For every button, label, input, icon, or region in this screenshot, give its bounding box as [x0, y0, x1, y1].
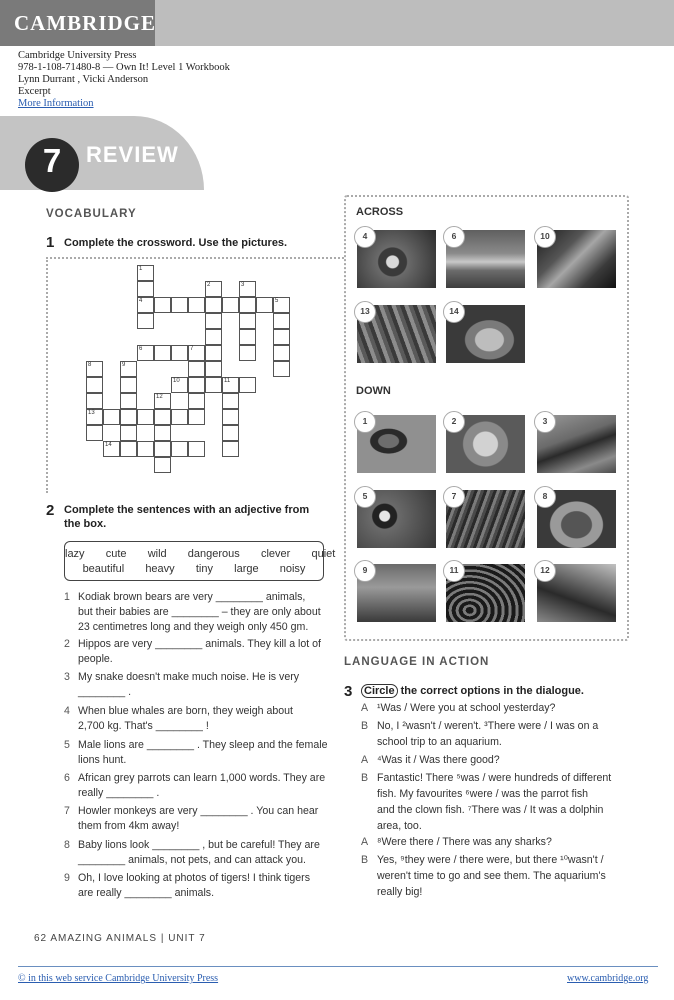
picture-number-badge: 7	[443, 486, 465, 508]
dialogue-text-line: Yes, ⁹they were / there were, but there ¹⁰wasn't /	[377, 854, 604, 866]
crossword-cell[interactable]	[222, 425, 239, 441]
picture-number-badge: 12	[534, 560, 556, 582]
picture-number-badge: 14	[443, 301, 465, 323]
item-line: are really ________ animals.	[78, 887, 215, 899]
crossword-cell[interactable]	[103, 441, 120, 457]
crossword-cell[interactable]	[222, 409, 239, 425]
dialogue-text-line: ¹Was / Were you at school yesterday?	[377, 702, 556, 714]
crossword-cell[interactable]	[86, 393, 103, 409]
crossword-cell[interactable]	[188, 377, 205, 393]
crossword-cell[interactable]	[188, 361, 205, 377]
copyright-link[interactable]: © in this web service Cambridge University Press	[18, 973, 219, 984]
crossword-cell[interactable]	[239, 297, 256, 313]
crossword-cell[interactable]	[239, 313, 256, 329]
adjective-word-box	[64, 541, 336, 581]
exercise-3-number: 3	[344, 683, 353, 700]
item-text	[78, 704, 293, 734]
crossword-clue-number: 14	[105, 442, 112, 448]
page-footer: 62 AMAZING ANIMALS | UNIT 7	[34, 933, 206, 944]
speaker-label: A	[361, 836, 369, 848]
item-line: Hippos are very ________ animals. They kill a lot of	[78, 638, 322, 650]
crossword-cell[interactable]	[188, 409, 205, 425]
dialogue-text-line: No, I ²wasn't / weren't. ³There were / I was on a	[377, 720, 599, 732]
picture-number-badge: 4	[354, 226, 376, 248]
crossword-cell[interactable]	[222, 297, 239, 313]
crossword-clue-number: 7	[190, 346, 194, 352]
crossword-cell[interactable]	[205, 345, 222, 361]
dialogue-text	[377, 852, 606, 900]
exercise-2-item	[64, 590, 344, 635]
crossword-cell[interactable]	[222, 393, 239, 409]
crossword-cell[interactable]	[171, 441, 188, 457]
crossword-cell[interactable]	[154, 297, 171, 313]
item-text	[78, 838, 320, 868]
crossword-cell[interactable]	[188, 441, 205, 457]
dialogue-text-line: weren't time to go and see them. The aquarium's	[377, 870, 606, 882]
speaker-label: A	[361, 754, 369, 766]
crossword-cell[interactable]	[171, 345, 188, 361]
crossword-cell[interactable]	[103, 409, 120, 425]
crossword-clue-number: 2	[207, 282, 211, 288]
crossword-cell[interactable]	[222, 441, 239, 457]
publisher-logo	[0, 0, 155, 46]
crossword-cell[interactable]	[171, 297, 188, 313]
picture-number-badge: 6	[443, 226, 465, 248]
item-line: Kodiak brown bears are very ________ animals,	[78, 591, 306, 603]
crossword-cell[interactable]	[137, 441, 154, 457]
picture-number-badge: 3	[534, 411, 556, 433]
crossword-cell[interactable]	[222, 377, 239, 393]
crossword-cell[interactable]	[120, 377, 137, 393]
item-line: but their babies are ________ – they are only about	[78, 606, 321, 618]
exercise-2-item	[64, 804, 344, 834]
circle-word: Circle	[361, 684, 398, 698]
item-number: 3	[64, 671, 70, 683]
item-line: My snake doesn't make much noise. He is very	[78, 671, 300, 683]
exercise-2-instruction-line-1: Complete the sentences with an adjective from	[64, 504, 310, 516]
dialogue-text-line: and the clown fish. ⁷There was / It was a dolphin	[377, 804, 604, 816]
crossword-cell[interactable]	[154, 393, 171, 409]
exercise-2-item	[64, 670, 344, 700]
exercise-1-number: 1	[46, 234, 55, 251]
crossword-cell[interactable]	[86, 377, 103, 393]
dialogue-text-line: ⁸Were there / There was any sharks?	[377, 836, 552, 848]
unit-title: REVIEW	[86, 142, 179, 167]
dialogue-line	[361, 834, 651, 850]
crossword-cell[interactable]	[120, 393, 137, 409]
item-number: 9	[64, 872, 70, 884]
exercise-2-item	[64, 871, 344, 901]
excerpt-label: Excerpt	[18, 86, 51, 97]
crossword-cell[interactable]	[154, 457, 171, 473]
exercise-3-instruction	[361, 684, 584, 698]
crossword-cell[interactable]	[205, 297, 222, 313]
exercise-2-item	[64, 838, 344, 868]
crossword-cell[interactable]	[120, 425, 137, 441]
item-line: When blue whales are born, they weigh about	[78, 705, 293, 717]
crossword-clue-number: 13	[88, 410, 95, 416]
crossword-cell[interactable]	[188, 345, 205, 361]
picture-number-badge: 8	[534, 486, 556, 508]
picture-number-badge: 11	[443, 560, 465, 582]
crossword-cell[interactable]	[137, 281, 154, 297]
item-number: 2	[64, 638, 70, 650]
item-text	[78, 670, 299, 700]
book-metadata	[18, 50, 230, 110]
picture-number-badge: 5	[354, 486, 376, 508]
crossword-cell[interactable]	[171, 377, 188, 393]
item-line: ________ .	[78, 686, 132, 698]
crossword-cell[interactable]	[273, 297, 290, 313]
crossword-cell[interactable]	[239, 377, 256, 393]
crossword-clue-number: 9	[122, 362, 126, 368]
item-number: 6	[64, 772, 70, 784]
item-text	[78, 738, 328, 768]
dialogue-line	[361, 718, 651, 750]
item-line: Baby lions look ________ , but be careful! They are	[78, 839, 320, 851]
item-text	[78, 804, 318, 834]
crossword-clue-number: 10	[173, 378, 180, 384]
dialogue-text	[377, 752, 500, 768]
crossword-cell[interactable]	[120, 441, 137, 457]
dialogue-text	[377, 718, 598, 750]
exercise-2-item	[64, 704, 344, 734]
picture-number-badge: 9	[354, 560, 376, 582]
crossword-clue-number: 8	[88, 362, 92, 368]
dialogue-line	[361, 752, 651, 768]
item-line: people.	[78, 653, 113, 665]
crossword-cell[interactable]	[137, 345, 154, 361]
exercise-2-number: 2	[46, 502, 55, 519]
dialogue-line	[361, 852, 651, 900]
crossword-clue-number: 6	[139, 346, 143, 352]
exercise-2-instruction	[64, 503, 309, 531]
crossword-clue-number: 12	[156, 394, 163, 400]
crossword-cell[interactable]	[154, 425, 171, 441]
authors: Lynn Durrant , Vicki Anderson	[18, 74, 149, 85]
dialogue-text	[377, 700, 555, 716]
exercise-2-instruction-line-2: the box.	[64, 518, 107, 530]
item-line: 2,700 kg. That's ________ !	[78, 720, 209, 732]
speaker-label: A	[361, 702, 369, 714]
logo-text: CAMBRIDGE	[14, 11, 157, 35]
crossword-clue-number: 5	[275, 298, 279, 304]
dialogue-text-line: Fantastic! There ⁵was / were hundreds of different	[377, 772, 612, 784]
item-line: Howler monkeys are very ________ . You can hear	[78, 805, 319, 817]
exercise-2-item	[64, 738, 344, 768]
crossword-cell[interactable]	[239, 329, 256, 345]
down-heading: DOWN	[356, 385, 391, 397]
dialogue-text-line: really big!	[377, 886, 423, 898]
crossword-cell[interactable]	[273, 361, 290, 377]
item-text	[78, 590, 321, 635]
exercise-1-instruction: Complete the crossword. Use the pictures.	[64, 237, 288, 249]
crossword-cell[interactable]	[120, 361, 137, 377]
crossword-cell[interactable]	[273, 329, 290, 345]
exercise-3-instruction-rest: the correct options in the dialogue.	[397, 685, 584, 697]
crossword-cell[interactable]	[86, 409, 103, 425]
dialogue-line	[361, 770, 651, 834]
footer-divider	[18, 966, 658, 967]
unit-number: 7	[42, 142, 62, 179]
crossword-cell[interactable]	[154, 409, 171, 425]
item-line: African grey parrots can learn 1,000 words. They are	[78, 772, 326, 784]
crossword-cell[interactable]	[205, 281, 222, 297]
item-number: 8	[64, 839, 70, 851]
crossword-cell[interactable]	[154, 441, 171, 457]
crossword-cell[interactable]	[137, 313, 154, 329]
item-number: 5	[64, 739, 70, 751]
item-text	[78, 771, 325, 801]
language-in-action-heading: LANGUAGE IN ACTION	[344, 656, 490, 668]
crossword-cell[interactable]	[205, 361, 222, 377]
word-box-line-2: beautiful heavy tiny large noisy	[82, 563, 306, 575]
picture-number-badge: 1	[354, 411, 376, 433]
dialogue-text	[377, 834, 552, 850]
picture-number-badge: 13	[354, 301, 376, 323]
publisher-name: Cambridge University Press	[18, 50, 137, 61]
crossword-cell[interactable]	[205, 377, 222, 393]
dialogue-line	[361, 700, 651, 716]
item-line: 23 centimetres long and they weigh only 450 gm.	[78, 621, 309, 633]
crossword-cell[interactable]	[205, 313, 222, 329]
item-line: ________ animals, not pets, and can attack you.	[78, 854, 306, 866]
crossword-cell[interactable]	[273, 345, 290, 361]
dialogue-text-line: ⁴Was it / Was there good?	[377, 754, 500, 766]
crossword-cell[interactable]	[86, 361, 103, 377]
isbn-title: 978-1-108-71480-8 — Own It! Level 1 Workbook	[18, 62, 230, 73]
crossword-cell[interactable]	[137, 297, 154, 313]
item-number: 4	[64, 705, 70, 717]
exercise-2-item	[64, 771, 344, 801]
crossword-cell[interactable]	[239, 345, 256, 361]
dialogue-text-line: area, too.	[377, 820, 422, 832]
vocabulary-heading: VOCABULARY	[46, 208, 137, 220]
across-heading: ACROSS	[356, 206, 404, 218]
crossword-clue-number: 11	[224, 378, 231, 384]
crossword-cell[interactable]	[188, 297, 205, 313]
item-line: Male lions are ________ . They sleep and the female	[78, 739, 328, 751]
more-information-link[interactable]: More Information	[18, 98, 94, 109]
crossword-cell[interactable]	[154, 345, 171, 361]
crossword-clue-number: 4	[139, 298, 143, 304]
crossword-cell[interactable]	[188, 393, 205, 409]
website-link[interactable]: www.cambridge.org	[567, 973, 649, 984]
item-text	[78, 637, 321, 667]
crossword-cell[interactable]	[120, 409, 137, 425]
word-box-line-1: lazy cute wild dangerous clever quiet	[65, 548, 336, 560]
item-line: them from 4km away!	[78, 820, 180, 832]
item-number: 1	[64, 591, 70, 603]
item-line: really ________ .	[78, 787, 160, 799]
picture-number-badge: 2	[443, 411, 465, 433]
speaker-label: B	[361, 720, 369, 732]
dialogue-text-line: school trip to an aquarium.	[377, 736, 502, 748]
item-line: lions hunt.	[78, 754, 127, 766]
crossword-cell[interactable]	[86, 425, 103, 441]
crossword-cell[interactable]	[137, 409, 154, 425]
crossword-cell[interactable]	[273, 313, 290, 329]
item-line: Oh, I love looking at photos of tigers! I think tigers	[78, 872, 311, 884]
crossword-cell[interactable]	[239, 281, 256, 297]
exercise-2-item	[64, 637, 344, 667]
crossword-cell[interactable]	[205, 329, 222, 345]
dialogue-text	[377, 770, 611, 834]
speaker-label: B	[361, 772, 369, 784]
picture-number-badge: 10	[534, 226, 556, 248]
crossword-cell[interactable]	[137, 265, 154, 281]
crossword-clue-number: 3	[241, 282, 245, 288]
crossword-clue-number: 1	[139, 266, 143, 272]
item-number: 7	[64, 805, 70, 817]
dialogue-text-line: fish. My favourites ⁶were / was the parrot fish	[377, 788, 589, 800]
crossword-cell[interactable]	[171, 409, 188, 425]
crossword-cell[interactable]	[256, 297, 273, 313]
speaker-label: B	[361, 854, 369, 866]
item-text	[78, 871, 310, 901]
